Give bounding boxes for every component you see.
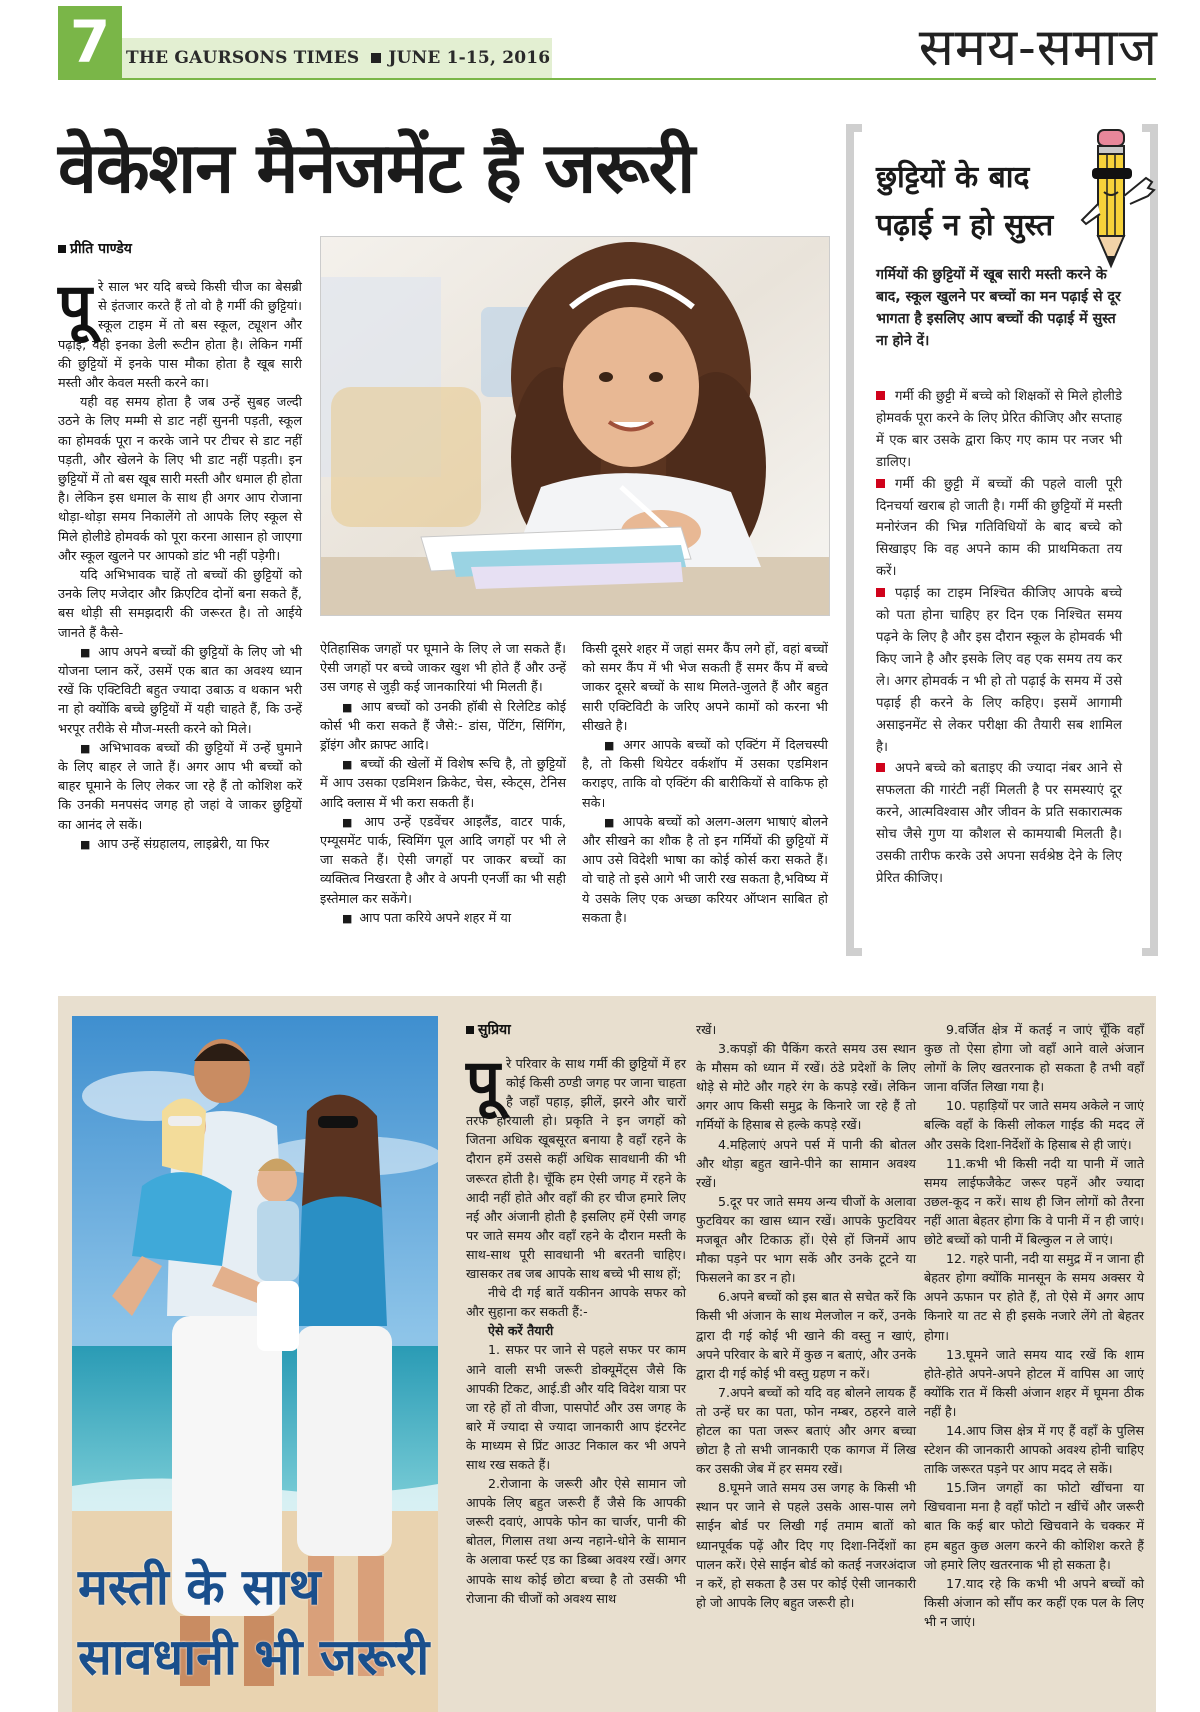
sidebar-title-line: छुट्टियों के बाद [876, 160, 1030, 195]
paragraph: 4.महिलाएं अपने पर्स में पानी की बोतल और थोड़ा बहुत खाने-पीने का सामान अवश्य रखें। [696, 1136, 916, 1190]
bottom-column-2 [696, 1020, 916, 1612]
paragraph: 7.अपने बच्चों को यदि वह बोलने लायक हैं तो उन्हें घर का पता, फोन नम्बर, ठहरने वाले होटल का पता जरूर बताएं और अगर बच्चा छोटा है तो सभी जानकारी एक कागज में लिख कर उसकी जेब में हर समय रखें। [696, 1384, 916, 1477]
red-square-bullet-icon [876, 391, 885, 400]
bullet-paragraph: ■ आप उन्हें एडवेंचर आइलैंड, वाटर पार्क, एम्यूसमेंट पार्क, स्विमिंग पूल आदि जगहों पर भी ले जा सकते हैं। ऐसी जगहों पर जाकर बच्चों का व्यक्तित्व निखरता है और वे अपनी एनर्जी का भी सही इस्तेमाल कर सकेंगे। [320, 813, 566, 909]
paragraph: 5.दूर पर जाते समय अन्य चीजों के अलावा फुटवियर का खास ध्यान रखें। आपके फुटवियर मजबूत और टिकाऊ हों। ऐसे हों जिनमें आप मौका पड़ने पर भाग सकें और उनके टूटने या फिसलने का डर न हो। [696, 1193, 916, 1286]
bullet-paragraph: ■ अभिभावक बच्चों की छुट्टियों में उन्हें घुमाने के लिए बाहर ले जाते हैं। अगर आप भी बच्चों को बाहर घूमाने के लिए लेकर जा रहे हैं तो कोशिश करें कि उनकी मनपसंद जगह हो जहां वे जाकर छुट्टियों का आनंद ले सकें। [58, 739, 302, 835]
paragraph: 12. गहरे पानी, नदी या समुद्र में न जाना ही बेहतर होगा क्योंकि मानसून के समय अक्सर ये अपने ऊफान पर होते हैं, तो ऐसे में अगर आप किनारे या तट से ही इसके नजारे लेंगे तो बेहतर होगा। [924, 1251, 1144, 1343]
sidebar-point-text: गर्मी की छुट्टी में बच्चे को शिक्षकों से मिले होलीडे होमवर्क पूरा करने के लिए प्रेरित कीजिए और सप्ताह में एक बार उसके द्वारा किए गए काम पर नजर भी डालिए। [876, 389, 1122, 470]
header-rule [58, 78, 1156, 80]
paragraph: 15.जिन जगहों का फोटो खींचना या खिचवाना मना है वहाँ फोटो न खींचें और जरूरी बात कि कई बार फोटो खिचवाने के चक्कर में हम बहुत कुछ अलग करने की कोशिश करते हैं जो हमारे लिए खतरनाक भी हो सकता है। [924, 1480, 1144, 1572]
bottom-headline-line: सावधानी भी जरूरी [78, 1628, 430, 1686]
sidebar-point-text: गर्मी की छुट्टी में बच्चों की पहले वाली पूरी दिनचर्या खराब हो जाती है। गर्मी की छुट्टियों में मस्ती मनोरंजन की भिन्न गतिविधियों के बाद बच्चे को सिखाइए कि वह अपने काम की प्राथमिकता तय करें। [876, 476, 1122, 580]
page-number: 7 [58, 6, 122, 78]
sidebar-point-text: अपने बच्चे को बताइए की ज्यादा नंबर आने से सफलता की गारंटी नहीं मिलती है पर समस्याएं दूर करने, आत्मविश्वास और जीवन के प्रति सकारात्मक सोच जैसे गुण या कौशल से कामयाबी मिलती है। उसकी तारीफ करके उसे अपना सर्वश्रेष्ठ देने के लिए प्रेरित कीजिए। [876, 761, 1122, 886]
paragraph: 9.वर्जित क्षेत्र में कतई न जाएं चूँकि वहाँ कुछ तो ऐसा होगा जो वहाँ आने वाले अंजान लोगों के लिए खतरनाक हो सकता है तभी वहाँ जाना वर्जित लिखा गया है। [924, 1022, 1144, 1095]
bottom-story [58, 996, 1156, 1712]
sidebar-body [876, 386, 1122, 890]
paragraph: रे परिवार के साथ गर्मी की छुट्टियों में हर कोई किसी ठण्डी जगह पर जाना चाहता है जहाँ पहाड़, झीलें, झरने और चारों तरफ हरियाली हो। प्रकृति ने इन जगहों को जितना अधिक खूबसूरत बनाया है वहाँ रहने के दौरान हमें उससे कहीं अधिक सावधानी की भी जरूरत होती है। चूँकि हम ऐसी जगह में रहने के आदी नहीं होते और वहाँ की हर चीज हमारे लिए नई और अंजानी होती है इसलिए हमें ऐसी जगह पर जाते समय और वहाँ रहने के दौरान मस्ती के साथ-साथ पूरी सावधानी भी बरतनी चाहिए। खासकर तब जब आपके साथ बच्चे भी साथ हों; [466, 1056, 686, 1282]
red-square-bullet-icon [876, 479, 885, 488]
bottom-headline-line: मस्ती के साथ [78, 1558, 321, 1616]
bottom-column-3 [924, 1020, 1144, 1631]
sidebar-title-line: पढ़ाई न हो सुस्त [876, 208, 1054, 243]
bottom-headline [78, 1552, 438, 1692]
bullet-paragraph: ■ अगर आपके बच्चों को एक्टिंग में दिलचस्पी है, तो किसी थियेटर वर्कशॉप में उसका एडमिशन कराइए, ताकि वो एक्टिंग की बारीकियों से वाकिफ हो सके। [582, 736, 828, 813]
article-headline: वेकेशन मैनेजमेंट है जरूरी [58, 127, 695, 209]
bottom-column-1 [466, 1047, 686, 1608]
bullet-paragraph: ■ आप पता करिये अपने शहर में या [320, 909, 566, 928]
sidebar-title [876, 154, 1053, 250]
red-square-bullet-icon [876, 763, 885, 772]
paragraph: 8.घूमने जाते समय उस जगह के किसी भी स्थान पर जाने से पहले उसके आस-पास लगे साईन बोर्ड पर लिखी गई तमाम बातों को ध्यानपूर्वक पढ़ें और दिए गए दिशा-निर्देशों का पालन करें। ऐसे साईन बोर्ड को कतई नजरअंदाज न करें, हो सकता है उस पर कोई ऐसी जानकारी हो जो आपके लिए बहुत जरूरी हो। [696, 1480, 916, 1610]
subheading: ऐसे करें तैयारी [488, 1323, 554, 1339]
article-byline [466, 1020, 511, 1039]
square-bullet-icon [371, 53, 381, 63]
red-square-bullet-icon [876, 588, 885, 597]
girl-writing-photo [320, 236, 830, 616]
byline-text: सुप्रिया [478, 1022, 511, 1038]
bracket-left [846, 124, 862, 956]
paragraph: ऐतिहासिक जगहों पर घूमाने के लिए ले जा सकते हैं। ऐसी जगहों पर बच्चे जाकर खुश भी होते हैं और उन्हें उस जगह से जुड़ी कई जानकारियां भी मिलती हैं। [320, 642, 566, 696]
paragraph: 6.अपने बच्चों को इस बात से सचेत करें कि किसी भी अंजान के साथ मेलजोल न करें, उनके द्वारा दी गई कोई भी खाने की वस्तु न खाएं, अपने परिवार के बारे में कुछ न बताएं, और उनके द्वारा दी गई कोई भी वस्तु ग्रहण न करें। [696, 1289, 916, 1381]
publication-bar [122, 38, 552, 78]
paragraph: 14.आप जिस क्षेत्र में गए हैं वहाँ के पुलिस स्टेशन की जानकारी आपको अवश्य होनी चाहिए ताकि जरूरत पड़ने पर आप मदद ले सकें। [924, 1422, 1144, 1477]
sidebar-lead: गर्मियों की छुट्टियों में खूब सारी मस्ती करने के बाद, स्कूल खुलने पर बच्चों का मन पढ़ाई से दूर भागता है इसलिए आप बच्चों की पढ़ाई में सुस्त ना होने दें। [876, 267, 1121, 349]
drop-cap: पू [466, 1047, 501, 1117]
sidebar-point-text: पढ़ाई का टाइम निश्चित कीजिए आपके बच्चे को पता होना चाहिए हर दिन एक निश्चित समय पढ़ने के लिए है और इस दौरान स्कूल के होमवर्क भी किए जाने है और इसके लिए वह एक समय तय कर ले। अगर होमवर्क न भी हो तो पढ़ाई के समय में उसे पढ़ाई ही करने के लिए कहिए। इसमें आगामी असाइनमेंट से लेकर परीक्षा की तैयारी सब शामिल है। [876, 586, 1122, 755]
bullet-paragraph: ■ आपके बच्चों को अलग-अलग भाषाएं बोलने और सीखने का शौक है तो इन गर्मियों की छुट्टियों में आप उसे विदेशी भाषा का कोई कोर्स करा सकते हैं। वो चाहे तो इसे आगे भी जारी रख सकता है,भविष्य में ये उसके लिए एक अच्छा करियर ऑप्शन साबित हो सकता है। [582, 813, 828, 928]
paragraph: यदि अभिभावक चाहें तो बच्चों की छुट्टियों को उनके लिए मजेदार और क्रिएटिव दोनों बना सकते हैं, बस थोड़ी सी समझदारी की जरूरत है। तो आईये जानते हैं कैसे- [58, 568, 302, 641]
bullet-paragraph: ■ बच्चों की खेलों में विशेष रूचि है, तो छुट्टियों में आप उसका एडमिशन क्रिकेट, चेस, स्केट्स, टेनिस आदि क्लास में भी करा सकती हैं। [320, 755, 566, 813]
paragraph: किसी दूसरे शहर में जहां समर कैंप लगे हों, वहां बच्चों को समर कैंप में भी भेज सकती हैं समर कैंप में बच्चे जाकर दूसरे बच्चों के साथ मिलते-जुलते हैं और बहुत सारी एक्टिविटी के जरिए अपने कामों को करना भी सीखते है। [582, 642, 828, 734]
paragraph: 17.याद रहे कि कभी भी अपने बच्चों को किसी अंजान को सौंप कर कहीं एक पल के लिए भी न जाएं। [924, 1575, 1144, 1629]
bullet-paragraph: ■ आप अपने बच्चों की छुट्टियों के लिए जो भी योजना प्लान करें, उसमें एक बात का अवश्य ध्यान रखें कि एक्टिविटी बहुत ज्यादा उबाऊ व थकान भरी ना हो क्योंकि बच्चे छुट्टियों में यही चाहते हैं, कि उन्हें भरपूर तरीके से मौज-मस्ती करने को मिले। [58, 643, 302, 739]
bullet-paragraph: ■ आप उन्हें संग्रहालय, लाइब्रेरी, या फिर [58, 835, 302, 854]
square-bullet-icon [466, 1026, 474, 1034]
sidebar-point [876, 474, 1122, 584]
paragraph: रखें। [696, 1022, 717, 1037]
paragraph: रे साल भर यदि बच्चे किसी चीज का बेसब्री से इंतजार करते हैं तो वो है गर्मी की छुट्टियां। स्कूल टाइम में तो बस स्कूल, ट्यूशन और पढ़ाई, यही इनका डेली रूटीन होता है। लेकिन गर्मी की छुट्टियों में इनके पास मौका होता है खूब सारी मस्ती और केवल मस्ती करने का। [58, 280, 302, 392]
sidebar-box [846, 124, 1158, 956]
pencil-mascot-icon [1068, 124, 1158, 274]
square-bullet-icon [58, 245, 66, 253]
article-column-3 [582, 640, 828, 928]
bullet-paragraph: ■ आप बच्चों को उनकी हॉबी से रिलेटिड कोई कोर्स भी करा सकते हैं जैसे:- डांस, पेंटिंग, सिंगिंग, ड्रॉइंग और क्राफ्ट आदि। [320, 698, 566, 756]
sidebar-point [876, 758, 1122, 889]
paragraph: यही वह समय होता है जब उन्हें सुबह जल्दी उठने के लिए मम्मी से डाट नहीं सुननी पड़ती, स्कूल का होमवर्क पूरा न करके जाने पर टीचर से डाट नहीं पड़ती, और खेलने के लिए भी डाट नहीं पड़ती। इन छुट्टियों में तो बस खूब सारी मस्ती और धमाल ही होता है। लेकिन इस धमाल के साथ ही अगर आप रोजाना थोड़ा-थोड़ा समय निकालेंगे तो आपके लिए स्कूल से मिले होलीडे होमवर्क को पूरा करना आसान हो जाएगा और स्कूल खुलने पर आपको डांट भी नहीं पड़ेगी। [58, 395, 302, 564]
section-title: समय-समाज [918, 18, 1158, 78]
publication-name: THE GAURSONS TIMES [126, 48, 360, 68]
sidebar-point [876, 583, 1122, 758]
paragraph: 1. सफर पर जाने से पहले सफर पर काम आने वाली सभी जरूरी डोक्यूमेंट्स जैसे कि आपकी टिकट, आई.डी और यदि विदेश यात्रा पर जा रहे हों तो वीजा, पासपोर्ट और उस जगह के बारे में ज्यादा से ज्यादा जानकारी आप इंटरनेट के माध्यम से प्रिंट आउट निकाल कर भी अपने साथ रख सकते हैं। [466, 1342, 686, 1472]
paragraph: 2.रोजाना के जरूरी और ऐसे सामान जो आपके लिए बहुत जरूरी हैं जैसे कि आपकी जरूरी दवाएं, आपके फोन का चार्जर, पानी की बोतल, गिलास तथा अन्य नहाने-धोने के सामान के अलावा फर्स्ट एड का डिब्बा अवश्य रखें। अगर आपके साथ कोई छोटा बच्चा है तो उसकी भी रोजाना की चीजों को अवश्य साथ [466, 1476, 686, 1606]
paragraph: नीचे दी गई बातें यकीनन आपके सफर को और सुहाना कर सकती हैं:- [466, 1285, 686, 1320]
article-column-1 [58, 271, 302, 854]
paragraph: 13.घूमने जाते समय याद रखें कि शाम होते-होते अपने-अपने होटल में वापिस आ जाएं क्योंकि रात में किसी अंजान शहर में घूमना ठीक नहीं है। [924, 1346, 1144, 1419]
issue-date: JUNE 1-15, 2016 [388, 48, 551, 68]
article-column-2 [320, 640, 566, 928]
article-byline [58, 239, 132, 258]
paragraph: 10. पहाड़ियों पर जाते समय अकेले न जाएं बल्कि वहाँ के किसी लोकल गाईड की मदद लें और उसके दिशा-निर्देशों के हिसाब से ही जाएं। [924, 1098, 1144, 1152]
byline-text: प्रीति पाण्डेय [70, 241, 132, 257]
drop-cap: पू [58, 271, 93, 341]
sidebar-point [876, 386, 1122, 474]
paragraph: 11.कभी भी किसी नदी या पानी में जाते समय लाईफजैकेट जरूर पहनें और ज्यादा उछल-कूद न करें। साथ ही जिन लोगों को तैरना नहीं आता बेहतर होगा कि वे पानी में न ही जाएं। छोटे बच्चों को पानी में बिल्कुल न ले जाएं। [924, 1155, 1144, 1248]
paragraph: 3.कपड़ों की पैकिंग करते समय उस स्थान के मौसम को ध्यान में रखें। ठंडे प्रदेशों के लिए थोड़े से मोटे और गहरे रंग के कपड़े रखें। लेकिन अगर आप किसी समुद्र के किनारे जा रहे हैं तो गर्मियों के हिसाब से हल्के कपड़े रखें। [696, 1041, 916, 1133]
